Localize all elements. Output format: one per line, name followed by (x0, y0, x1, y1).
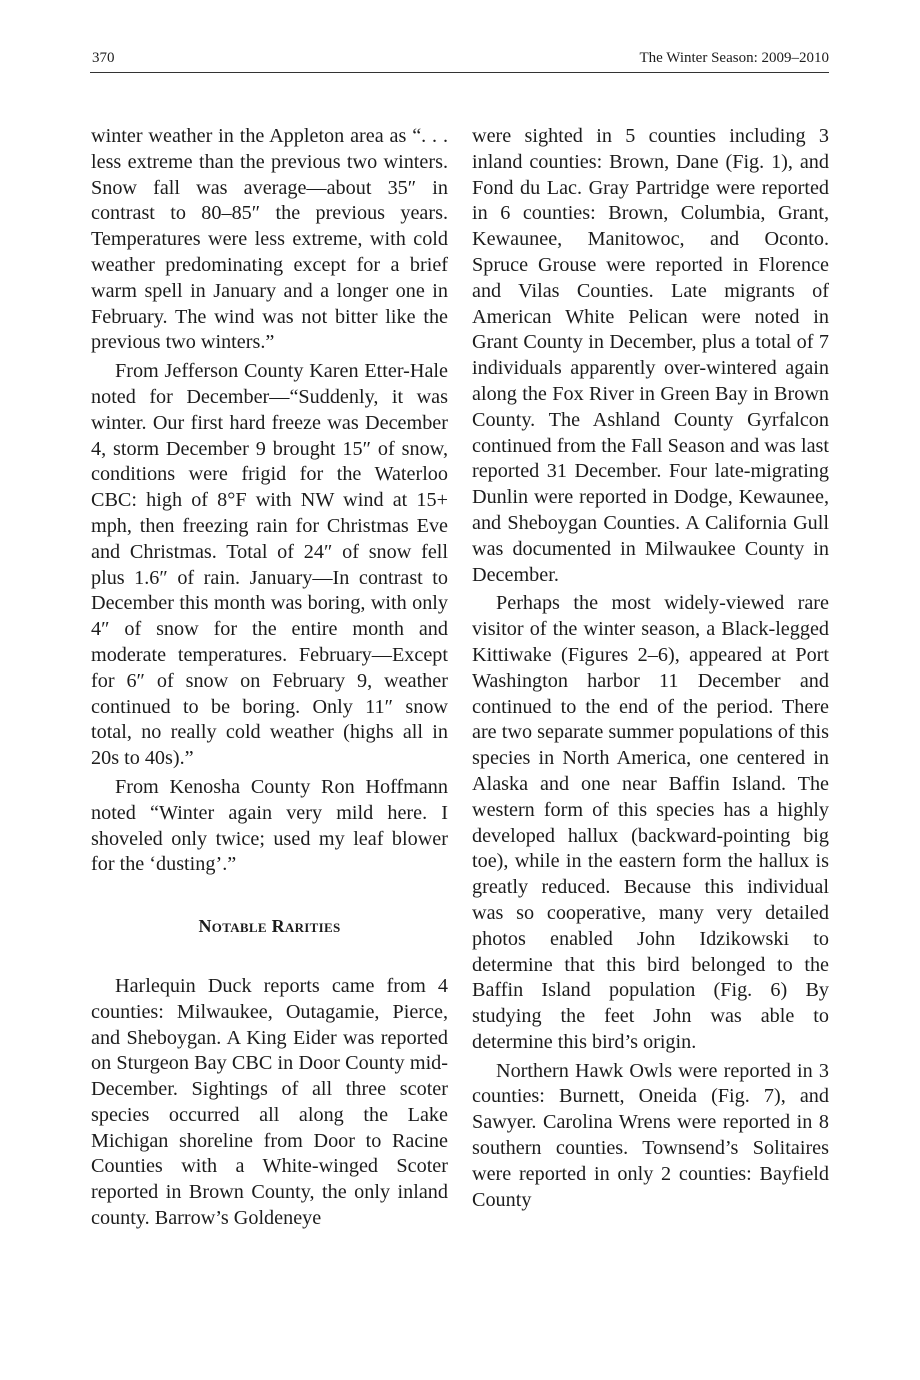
section-heading-notable-rarities: Notable Rarities (198, 916, 341, 937)
paragraph-kenosha-county: From Kenosha County Ron Hoffmann noted “Winter again very mild here. I shoveled only twice; used my leaf blower for the ‘dusting’.” (91, 775, 448, 876)
left-column (91, 124, 448, 1232)
page-number: 370 (92, 50, 115, 66)
paragraph-appleton-continued: winter weather in the Appleton area as “. . . less extreme than the previous two winters. Snow fall was average—about 35″ in contrast to 80–85″ the previous years. Temperatures were less extreme, with cold weather predominating except for a brief warm spell in January and a longer one in February. The wind was not bitter like the previous two winters.” (91, 125, 448, 354)
paragraph-kittiwake: Perhaps the most widely-viewed rare visitor of the winter season, a Black-legged Kittiwake (Figures 2–6), appeared at Port Washington harbor 11 December and continued to the end of the period. There are two separate summer populations of this species in North America, one centered in Alaska and one near Baffin Island. The western form of this species has a highly developed hallux (backward-pointing big toe), while in the eastern form the hallux is greatly reduced. Because this individual was so cooperative, many very detailed photos enabled John Idzikowski to determine that this bird belonged to the Baffin Island population (Fig. 6) By studying the feet John was able to determine this bird’s origin. (472, 592, 829, 1053)
running-title: The Winter Season: 2009–2010 (639, 50, 829, 66)
paragraph-hawk-owls: Northern Hawk Owls were reported in 3 counties: Burnett, Oneida (Fig. 7), and Sawyer. Carolina Wrens were reported in 8 southern counties. Townsend’s Solitaires were reported in only 2 counties: Bayfield County (472, 1059, 829, 1211)
paragraph-goldeneye-continued: were sighted in 5 counties including 3 inland counties: Brown, Dane (Fig. 1), and Fond du Lac. Gray Partridge were reported in 6 counties: Brown, Columbia, Grant, Kewaunee, Manitowoc, and Oconto. Spruce Grouse were reported in Florence and Vilas Counties. Late migrants of American White Pelican were noted in Grant County in December, plus a total of 7 individuals apparently over-wintered again along the Fox River in Green Bay in Brown County. The Ashland County Gyrfalcon continued from the Fall Season and was last reported 31 December. Four late-migrating Dunlin were reported in Dodge, Kewaunee, and Sheboygan Counties. A California Gull was documented in Milwaukee County in December. (472, 125, 829, 586)
running-header (90, 48, 829, 73)
right-column (472, 124, 829, 1213)
paragraph-harlequin-duck: Harlequin Duck reports came from 4 counties: Milwaukee, Outagamie, Pierce, and Sheboygan. A King Eider was reported on Sturgeon Bay CBC in Door County mid-December. Sightings of all three scoter species occurred all along the Lake Michigan shoreline from Door to Racine Counties with a White-winged Scoter reported in Brown County, the only inland county. Barrow’s Goldeneye (91, 974, 448, 1230)
paragraph-jefferson-county: From Jefferson County Karen Etter-Hale noted for December—“Suddenly, it was winter. Our first hard freeze was December 4, storm December 9 brought 15″ of snow, conditions were frigid for the Waterloo CBC: high of 8°F with NW wind at 15+ mph, then freezing rain for Christmas Eve and Christmas. Total of 24″ of snow fell plus 1.6″ of rain. January—In contrast to December this month was boring, with only 4″ of snow for the entire month and moderate temperatures. February—Except for 6″ of snow on February 9, weather continued to be boring. Only 11″ snow total, no really cold weather (highs all in 20s to 40s).” (91, 360, 448, 770)
